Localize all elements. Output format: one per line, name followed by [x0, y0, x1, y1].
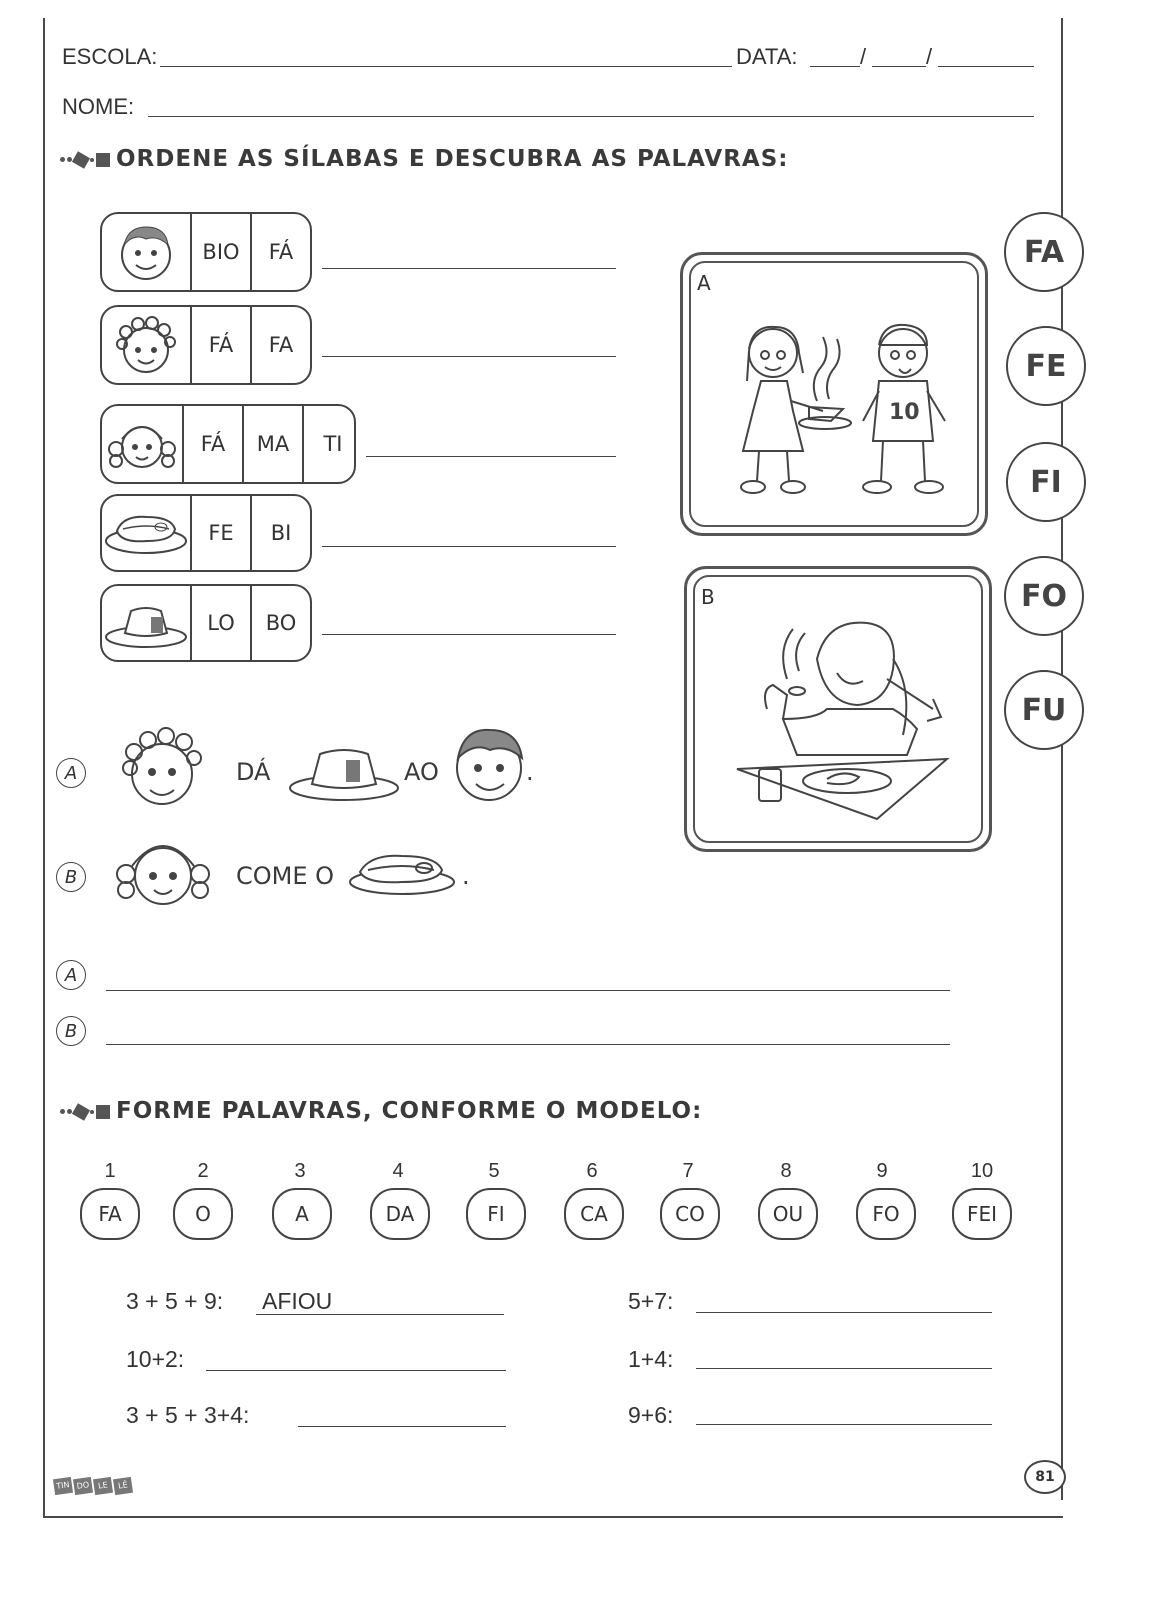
school-label: ESCOLA:	[62, 44, 158, 69]
syllable-cell: FA	[268, 333, 294, 357]
sentence-word: DÁ	[236, 758, 271, 786]
answer-line[interactable]	[322, 356, 616, 357]
syllable-number: 2	[197, 1160, 209, 1182]
letter-b-marker: B	[56, 862, 86, 892]
answer-line[interactable]	[322, 546, 616, 547]
syllable-cell: BO	[265, 611, 297, 635]
girl-eating-steak-illustration	[717, 599, 967, 839]
syllable-cell: BI	[270, 521, 292, 545]
pudding-icon	[102, 586, 192, 660]
syllable-cell: BIO	[192, 214, 252, 290]
exercise-answer-line[interactable]	[696, 1424, 992, 1425]
date-day-field[interactable]	[810, 66, 860, 67]
sentence-word: COME O	[236, 862, 335, 890]
date-month-field[interactable]	[872, 66, 926, 67]
syllable-circle: FE	[1006, 326, 1086, 406]
girl-face-icon	[102, 406, 184, 482]
syllable-number: 8	[780, 1160, 792, 1182]
curly-girl-face-icon	[102, 307, 192, 383]
picture-box-b	[684, 566, 992, 852]
exercise-expression: 1+4:	[628, 1346, 674, 1372]
syllable-cell: MA	[244, 406, 304, 482]
numbered-syllable: FEI	[952, 1188, 1012, 1240]
syllable-row	[100, 404, 356, 484]
syllable-number: 3	[294, 1160, 306, 1182]
syllable-cell: FÁ	[192, 307, 252, 383]
logo-letter: LÊ	[113, 1477, 133, 1495]
date-label: DATA:	[736, 44, 798, 69]
section-title: ORDENE AS SÍLABAS E DESCUBRA AS PALAVRAS:	[60, 146, 788, 172]
curly-girl-face-icon	[112, 722, 212, 812]
sentence-word: AO	[404, 758, 439, 786]
numbered-syllable: DA	[370, 1188, 430, 1240]
exercise-expression: 3 + 5 + 3+4:	[126, 1402, 250, 1428]
sentence-answer-line[interactable]	[106, 990, 950, 991]
girl-face-icon	[108, 826, 218, 918]
exercise-answer-line[interactable]	[298, 1426, 506, 1427]
syllable-row	[100, 584, 312, 662]
sentence-answer-line[interactable]	[106, 1044, 950, 1045]
numbered-syllable: FA	[80, 1188, 140, 1240]
numbered-syllable: FO	[856, 1188, 916, 1240]
steak-icon	[346, 848, 458, 898]
page-number: 81	[1024, 1460, 1066, 1494]
boy-face-icon	[102, 214, 192, 290]
girl-gives-pudding-illustration	[713, 311, 963, 511]
section-title: FORME PALAVRAS, CONFORME O MODELO:	[60, 1098, 702, 1124]
syllable-number: 7	[682, 1160, 694, 1182]
syllable-circle: FO	[1004, 556, 1084, 636]
sentence-end: .	[526, 758, 534, 786]
bullet-icon	[60, 153, 110, 167]
syllable-row	[100, 494, 312, 572]
syllable-number: 4	[392, 1160, 404, 1182]
date-separator: /	[926, 44, 933, 69]
letter-a-marker: A	[56, 960, 86, 990]
syllable-circle: FI	[1006, 442, 1086, 522]
numbered-syllable: FI	[466, 1188, 526, 1240]
pudding-icon	[286, 740, 402, 804]
name-label: NOME:	[62, 94, 135, 119]
logo-letter: DO	[73, 1477, 93, 1495]
exercise-expression: 5+7:	[628, 1288, 674, 1314]
exercise-expression: 9+6:	[628, 1402, 674, 1428]
name-field[interactable]	[148, 116, 1034, 117]
letter-a-marker: A	[56, 758, 86, 788]
syllable-cell: TI	[323, 432, 343, 456]
syllable-number: 1	[104, 1160, 116, 1182]
syllable-cell: LO	[192, 586, 252, 660]
exercise-answer-line[interactable]	[696, 1368, 992, 1369]
syllable-number: 5	[488, 1160, 500, 1182]
numbered-syllable: O	[173, 1188, 233, 1240]
numbered-syllable: OU	[758, 1188, 818, 1240]
exercise-expression: 10+2:	[126, 1346, 185, 1372]
syllable-cell: FÁ	[184, 406, 244, 482]
numbered-syllable: CA	[564, 1188, 624, 1240]
exercise-answer-line[interactable]	[206, 1370, 506, 1371]
syllable-number: 6	[586, 1160, 598, 1182]
svg-text:10: 10	[889, 400, 920, 425]
sentence-end: .	[462, 862, 470, 890]
syllable-row	[100, 212, 312, 292]
letter-b-marker: B	[56, 1016, 86, 1046]
date-year-field[interactable]	[938, 66, 1034, 67]
date-separator: /	[860, 44, 867, 69]
syllable-circle: FU	[1004, 670, 1084, 750]
exercise-answer: AFIOU	[262, 1288, 333, 1314]
exercise-answer-line[interactable]	[696, 1312, 992, 1313]
numbered-syllable: CO	[660, 1188, 720, 1240]
syllable-row	[100, 305, 312, 385]
syllable-cell: FE	[192, 496, 252, 570]
boy-face-icon	[446, 722, 532, 806]
picture-label: B	[701, 585, 715, 609]
publisher-logo	[54, 1478, 132, 1494]
exercise-expression: 3 + 5 + 9:	[126, 1288, 224, 1314]
syllable-number: 9	[876, 1160, 888, 1182]
picture-label: A	[697, 271, 711, 295]
syllable-cell: FÁ	[268, 240, 294, 264]
school-field[interactable]	[160, 66, 732, 67]
syllable-circle: FA	[1004, 212, 1084, 292]
answer-line[interactable]	[322, 268, 616, 269]
logo-letter: LE	[93, 1477, 113, 1495]
steak-icon	[102, 496, 192, 570]
bullet-icon	[60, 1105, 110, 1119]
picture-box-a	[680, 252, 988, 536]
logo-letter: TIN	[53, 1477, 73, 1495]
answer-line[interactable]	[366, 456, 616, 457]
syllable-number: 10	[970, 1160, 994, 1182]
numbered-syllable: A	[272, 1188, 332, 1240]
exercise-answer-line[interactable]	[256, 1314, 504, 1315]
answer-line[interactable]	[322, 634, 616, 635]
